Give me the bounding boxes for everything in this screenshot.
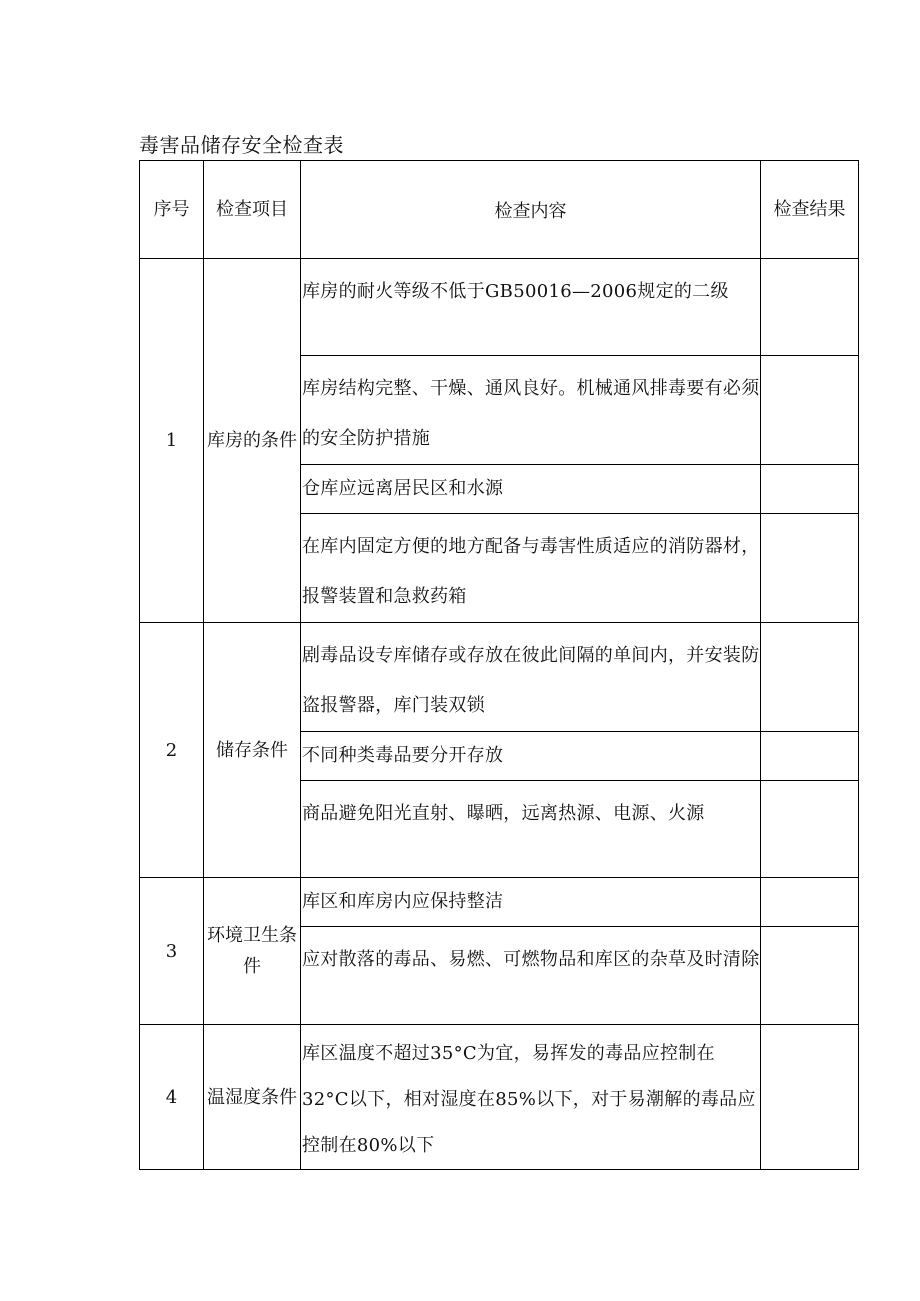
check-content xyxy=(301,732,761,781)
check-content xyxy=(301,465,761,514)
check-content-text: 库房结构完整、干燥、通风良好。机械通风排毒要有必须的安全防护措施 xyxy=(302,378,760,449)
check-content-text: 仓库应远离居民区和水源 xyxy=(302,478,504,499)
check-content xyxy=(301,781,761,878)
table-row xyxy=(140,1025,859,1170)
header-result: 检查结果 xyxy=(761,161,859,259)
check-content-text: 库区和库房内应保持整洁 xyxy=(302,891,504,912)
check-content-text: 库房的耐火等级不低于GB50016—2006规定的二级 xyxy=(302,281,729,302)
result-cell xyxy=(761,623,859,732)
check-content-text: 不同种类毒品要分开存放 xyxy=(302,745,504,766)
group-seq: 3 xyxy=(140,878,204,1025)
result-cell xyxy=(761,732,859,781)
table-header-row xyxy=(140,161,859,259)
result-cell xyxy=(761,465,859,514)
table-row xyxy=(140,623,859,732)
result-cell xyxy=(761,878,859,927)
group-item: 库房的条件 xyxy=(204,259,301,623)
check-content-text: 应对散落的毒品、易燃、可燃物品和库区的杂草及时清除 xyxy=(302,949,760,970)
result-cell xyxy=(761,927,859,1025)
result-cell xyxy=(761,356,859,465)
check-content xyxy=(301,356,761,465)
check-content-text: 在库内固定方便的地方配备与毒害性质适应的消防器材，报警装置和急救药箱 xyxy=(302,536,760,607)
header-item: 检查项目 xyxy=(204,161,301,259)
table-row xyxy=(140,259,859,356)
table-row xyxy=(140,878,859,927)
group-seq: 2 xyxy=(140,623,204,878)
check-content-text: 剧毒品设专库储存或存放在彼此间隔的单间内，并安装防盗报警器，库门装双锁 xyxy=(302,645,760,716)
header-content: 检查内容 xyxy=(301,161,761,259)
group-item: 温湿度条件 xyxy=(204,1025,301,1170)
check-content-text: 商品避免阳光直射、曝晒，远离热源、电源、火源 xyxy=(302,803,705,824)
group-item: 储存条件 xyxy=(204,623,301,878)
check-content xyxy=(301,878,761,927)
check-content xyxy=(301,514,761,623)
group-seq: 1 xyxy=(140,259,204,623)
result-cell xyxy=(761,259,859,356)
group-seq: 4 xyxy=(140,1025,204,1170)
check-content xyxy=(301,927,761,1025)
group-item: 环境卫生条件 xyxy=(204,878,301,1025)
result-cell xyxy=(761,514,859,623)
result-cell xyxy=(761,1025,859,1170)
check-content xyxy=(301,259,761,356)
check-content-text: 库区温度不超过35°C为宜，易挥发的毒品应控制在32°C以下，相对湿度在85%以下，对于易潮解的毒品应控制在80%以下 xyxy=(302,1043,756,1156)
check-content xyxy=(301,1025,761,1170)
header-seq: 序号 xyxy=(140,161,204,259)
inspection-table xyxy=(139,160,859,1170)
result-cell xyxy=(761,781,859,878)
document-title: 毒害品储存安全检查表 xyxy=(139,133,344,157)
check-content xyxy=(301,623,761,732)
